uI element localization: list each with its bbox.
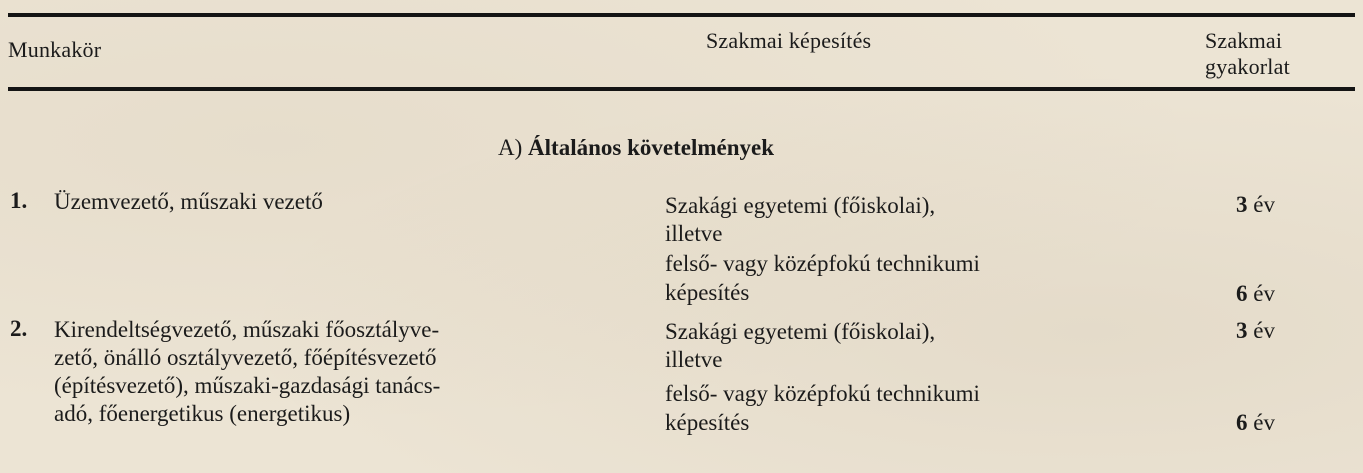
row-years-b-unit: év [1253, 410, 1275, 435]
row-job-line: (építésvezető), műszaki-gazdasági tanács- [54, 373, 441, 398]
header-gyakorlat-line2: gyakorlat [1205, 54, 1290, 79]
header-munkakor: Munkakör [8, 37, 102, 62]
row-job-line: adó, főenergetikus (energetikus) [54, 401, 351, 426]
header-kepesites: Szakmai képesítés [706, 28, 872, 53]
row-years-a [1236, 192, 1275, 218]
header-rule [8, 87, 1355, 91]
row-qual-line: Szakági egyetemi (főiskolai), [665, 319, 936, 344]
row-qual-line: képesítés [665, 410, 750, 435]
row-qual-line: illetve [665, 347, 723, 372]
row-job-line: Üzemvezető, műszaki vezető [54, 189, 323, 214]
header-gyakorlat [1205, 28, 1290, 80]
row-years-a-unit: év [1253, 192, 1275, 217]
row-job-line: zető, önálló osztályvezető, főépítésvezető [54, 345, 437, 370]
row-qual-line: felső- vagy középfokú technikumi [665, 381, 980, 406]
row-years-a-num: 3 [1236, 192, 1248, 217]
row-qual-line: felső- vagy középfokú technikumi [665, 251, 980, 276]
top-rule [8, 13, 1355, 17]
section-title-text: Általános követelmények [528, 135, 774, 160]
row-years-b-unit: év [1253, 281, 1275, 306]
row-years-b [1236, 410, 1275, 436]
row-job [54, 188, 634, 216]
row-qual-line: képesítés [665, 280, 750, 305]
row-years-a [1236, 318, 1275, 344]
row-qual-line: Szakági egyetemi (főiskolai), [665, 193, 936, 218]
row-years-b-num: 6 [1236, 281, 1248, 306]
row-years-a-num: 3 [1236, 318, 1248, 343]
section-prefix: A) [498, 135, 523, 160]
row-number: 2. [10, 316, 28, 341]
row-number: 1. [10, 188, 28, 213]
row-years-b [1236, 281, 1275, 307]
row-job-line: Kirendeltségvezető, műszaki főosztályve- [54, 317, 440, 342]
row-qual-line: illetve [665, 221, 723, 246]
row-years-a-unit: év [1253, 318, 1275, 343]
row-years-b-num: 6 [1236, 410, 1248, 435]
row-job [54, 316, 634, 428]
section-title [498, 135, 774, 161]
header-gyakorlat-line1: Szakmai [1205, 28, 1283, 53]
